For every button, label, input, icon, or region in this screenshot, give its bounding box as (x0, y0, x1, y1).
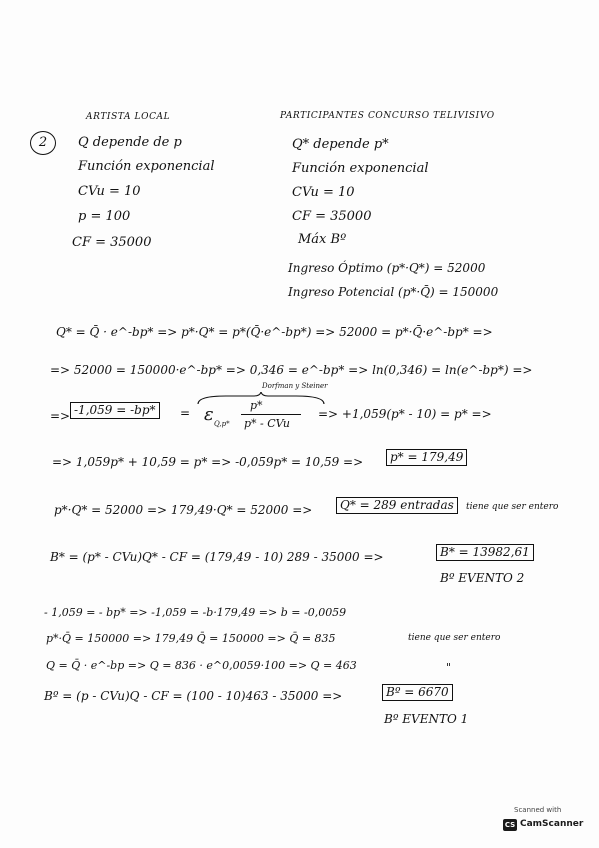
elasticity-subscript: Q,p* (214, 420, 230, 428)
right-line-2: Función exponencial (292, 161, 429, 176)
integer-note-2: tiene que ser entero (408, 633, 501, 643)
work-line-1: Q* = Q̄ · e^-bp* => p*·Q* = p*(Q̄·e^-bp*) => 52000 = p*·Q̄·e^-bp* => (56, 325, 493, 339)
camscanner-logo-icon: CS (504, 821, 516, 829)
result-box-benefit-2: B* = 13982,61 (436, 544, 534, 561)
event-1-label: Bº EVENTO 1 (384, 712, 469, 726)
integer-note-1: tiene que ser entero (466, 502, 559, 512)
left-line-5: CF = 35000 (72, 235, 152, 250)
work-line-4: => 1,059p* + 10,59 = p* => -0,059p* = 10,59 => (52, 455, 364, 469)
elasticity-symbol: ε (204, 404, 214, 425)
left-line-4: p = 100 (78, 209, 131, 224)
fraction-numerator: p* (250, 399, 263, 412)
right-column-title: PARTICIPANTES CONCURSO TELIVISIVO (280, 111, 495, 121)
right-line-3: CVu = 10 (292, 185, 355, 200)
work-line-3-rest: => +1,059(p* - 10) = p* => (318, 407, 492, 421)
right-line-4: CF = 35000 (292, 209, 372, 224)
left-line-1: Q depende de p (78, 135, 182, 150)
ditto-mark: " (446, 661, 452, 674)
right-line-6: Ingreso Óptimo (p*·Q*) = 52000 (288, 261, 486, 275)
event-2-label: Bº EVENTO 2 (440, 571, 525, 585)
result-box-price: p* = 179,49 (386, 449, 467, 466)
right-line-5: Máx Bº (298, 232, 347, 247)
dorfman-steiner-note: Dorfman y Steiner (262, 382, 328, 390)
left-line-3: CVu = 10 (78, 184, 141, 199)
camscanner-watermark (500, 806, 590, 840)
work-line-5: p*·Q* = 52000 => 179,49·Q* = 52000 => (54, 503, 313, 517)
implication-arrow: => (50, 409, 71, 423)
work-line-9: Q = Q̄ · e^-bp => Q = 836 · e^0,0059·100 => Q = 463 (46, 659, 357, 672)
fraction-denominator: p* - CVu (244, 417, 290, 430)
work-line-8: p*·Q̄ = 150000 => 179,49 Q̄ = 150000 => Q̄ = 835 (46, 632, 336, 645)
left-column-title: ARTISTA LOCAL (86, 112, 171, 122)
work-line-2: => 52000 = 150000·e^-bp* => 0,346 = e^-bp* => ln(0,346) = ln(e^-bp*) => (50, 363, 533, 377)
result-box-bp: -1,059 = -bp* (70, 402, 160, 419)
result-box-benefit-1: Bº = 6670 (382, 684, 453, 701)
camscanner-brand: CamScanner (520, 819, 584, 829)
problem-number: 2 (30, 131, 56, 155)
result-box-quantity: Q* = 289 entradas (336, 497, 458, 514)
work-line-7: - 1,059 = - bp* => -1,059 = -b·179,49 => b = -0,0059 (44, 606, 347, 619)
work-line-6: B* = (p* - CVu)Q* - CF = (179,49 - 10) 289 - 35000 => (50, 550, 384, 564)
scanned-with-text: Scanned with (514, 806, 562, 814)
right-line-1: Q* depende p* (292, 137, 389, 152)
left-line-2: Función exponencial (78, 159, 215, 174)
equals-sign: = (180, 406, 191, 420)
work-line-10: Bº = (p - CVu)Q - CF = (100 - 10)463 - 35000 => (44, 689, 343, 703)
right-line-7: Ingreso Potencial (p*·Q̄) = 150000 (288, 285, 499, 299)
fraction-bar (241, 414, 301, 415)
